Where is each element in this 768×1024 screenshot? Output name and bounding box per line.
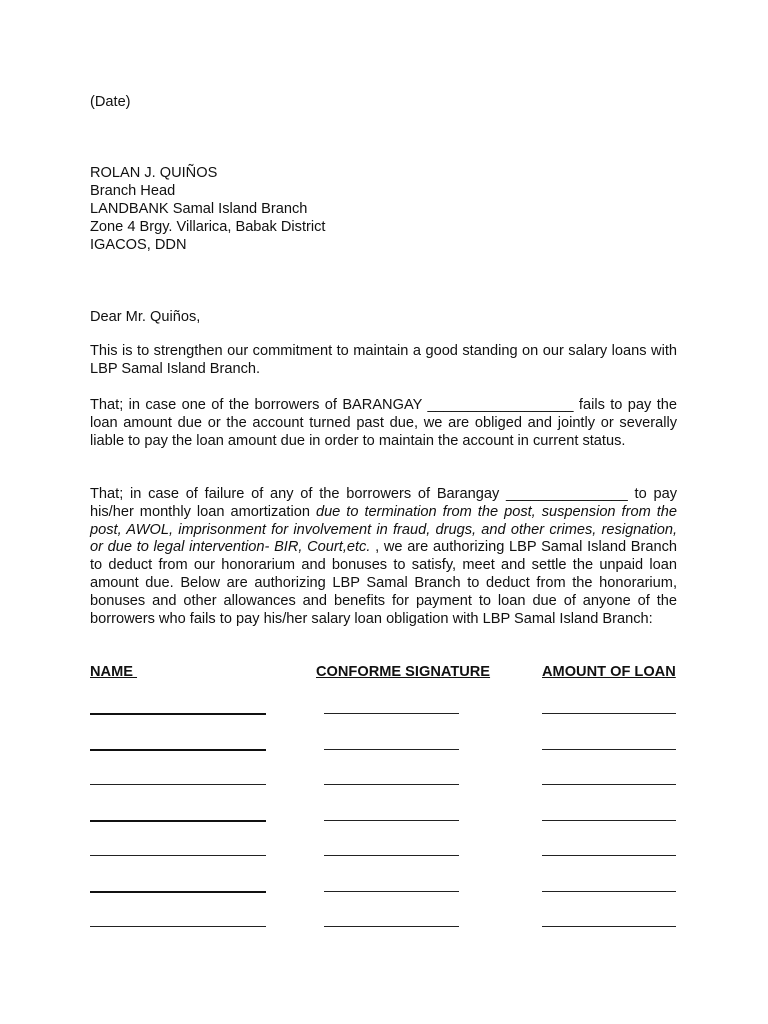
signature-blank-line (324, 713, 459, 714)
amount-blank-line (542, 749, 676, 750)
name-blank-line (90, 891, 266, 893)
paragraph-commitment: This is to strengthen our commitment to maintain a good standing on our salary loans with LBP Samal Island Branch. (90, 343, 677, 377)
recipient-address-line1: Zone 4 Brgy. Villarica, Babak District (90, 219, 326, 235)
recipient-address-block (90, 164, 325, 254)
authorization-causes-italic: due to termination from the post, suspension from the post, AWOL, imprisonment for involvement in fraud, drugs, and other crimes, resignation, or due to legal intervention- BIR, Court,etc. (90, 503, 678, 556)
recipient-branch: LANDBANK Samal Island Branch (90, 201, 308, 217)
date-placeholder: (Date) (90, 94, 131, 110)
recipient-address-line2: IGACOS, DDN (90, 237, 187, 253)
amount-blank-line (542, 926, 676, 927)
column-header-signature: CONFORME SIGNATURE (316, 664, 491, 680)
name-blank-line (90, 855, 266, 856)
amount-blank-line (542, 713, 676, 714)
name-blank-line (90, 820, 266, 822)
authorization-text-part1: That; in case of failure of any of the borrowers of Barangay _______________ to pay his/her monthly loan amortization (90, 486, 677, 520)
column-header-name: NAME (90, 664, 138, 680)
signature-blank-line (324, 820, 459, 821)
authorization-text-part2: , we are authorizing LBP Samal Island Branch to deduct from our honorarium and bonuses to satisfy, meet and settle the unpaid loan amount due. Below are authorizing LBP Samal Branch to deduct from the honorarium, bonuses and other allowances and benefits for payment to loan due of anyone of the borrowers who fails to pay his/her salary loan obligation with LBP Samal Island Branch: (90, 539, 677, 627)
signature-blank-line (324, 749, 459, 750)
salutation: Dear Mr. Quiños, (90, 309, 201, 325)
name-blank-line (90, 713, 266, 715)
signature-blank-line (324, 784, 459, 785)
amount-blank-line (542, 820, 676, 821)
amount-blank-line (542, 891, 676, 892)
name-blank-line (90, 749, 266, 751)
amount-blank-line (542, 784, 676, 785)
name-blank-line (90, 784, 266, 785)
signature-blank-line (324, 891, 459, 892)
paragraph-authorization (90, 486, 677, 628)
column-header-amount: AMOUNT OF LOAN (542, 664, 676, 680)
amount-blank-line (542, 855, 676, 856)
name-blank-line (90, 926, 266, 927)
recipient-name: ROLAN J. QUIÑOS (90, 165, 218, 181)
signature-blank-line (324, 926, 459, 927)
signature-blank-line (324, 855, 459, 856)
paragraph-joint-liability: That; in case one of the borrowers of BARANGAY __________________ fails to pay the loan amount due or the account turned past due, we are obliged and jointly or severally liable to pay the loan amount due in order to maintain the account in current status. (90, 397, 677, 449)
recipient-title: Branch Head (90, 183, 176, 199)
